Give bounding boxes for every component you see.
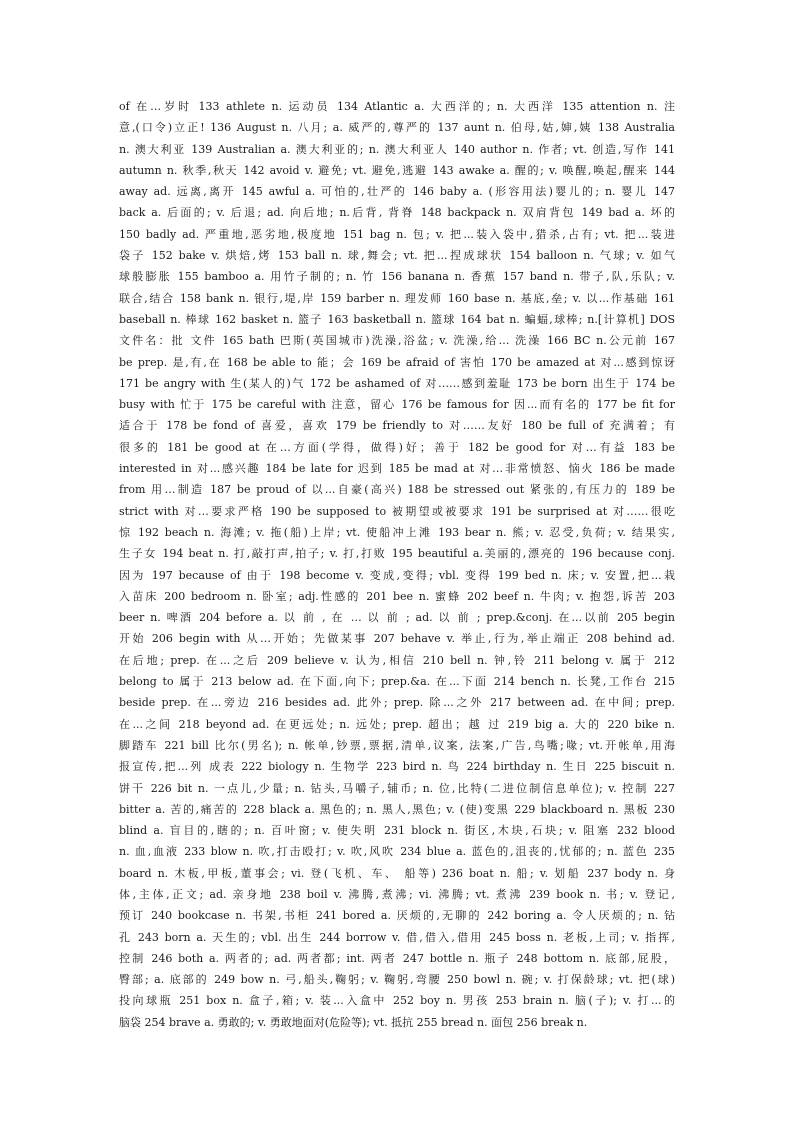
text-line: back a. 后面的; v. 后退; ad. 向后地; n.后背, 背脊 148 backpack n. 双肩背包 149 bad a. 坏的 <box>119 206 675 220</box>
text-line: 150 badly ad. 严重地,恶劣地,极度地 151 bag n. 包; v. 把...装入袋中,猎杀,占有; vt. 把...装进 <box>119 227 675 241</box>
text-line: of 在…岁时 133 athlete n. 运动员 134 Atlantic a. 大西洋的; n. 大西洋 135 attention n. 注 <box>119 100 675 113</box>
text-line: 适合于 178 be fond of 喜爱，喜欢 179 be friendly to 对……友好 180 be full of 充满着；有 <box>119 419 675 433</box>
text-line: baseball n. 棒球 162 basket n. 篮子 163 basketball n. 篮球 164 bat n. 蝙蝠,球棒; n.[计算机] DOS <box>119 312 675 326</box>
text-line: board n. 木板,甲板,董事会; vi. 登(飞机、车、 船等) 236 boat n. 船; v. 划船 237 body n. 身 <box>119 866 675 880</box>
text-line: 联合,结合 158 bank n. 银行,堤,岸 159 barber n. 理发师 160 base n. 基底,垒; v. 以...作基础 161 <box>119 291 675 305</box>
text-line: be prep. 是,有,在 168 be able to 能；会 169 be afraid of 害怕 170 be amazed at 对...感到惊讶 <box>119 355 675 369</box>
text-line: belong to 属于 213 below ad. 在下面,向下; prep.&a. 在...下面 214 bench n. 长凳,工作台 215 <box>119 675 675 689</box>
text-line: 因为 197 because of 由于 198 become v. 变成,变得; vbl. 变得 199 bed n. 床; v. 安置,把...栽 <box>119 568 675 582</box>
text-line: n. 澳大利亚 139 Australian a. 澳大利亚的; n. 澳大利亚人 140 author n. 作者; vt. 创造,写作 141 <box>119 142 675 156</box>
text-line: beer n. 啤酒 204 before a. 以 前 , 在 … 以 前 ; ad. 以 前 ; prep.&conj. 在...以前 205 begin <box>119 611 675 625</box>
text-line: 意,(口令)立正! 136 August n. 八月; a. 威严的,尊严的 137 aunt n. 伯母,姑,婶,姨 138 Australia <box>119 121 675 135</box>
text-line: 入苗床 200 bedroom n. 卧室; adj.性感的 201 bee n. 蜜蜂 202 beef n. 牛肉; v. 抱怨,诉苦 203 <box>119 589 675 603</box>
text-line: beside prep. 在...旁边 216 besides ad. 此外; prep. 除...之外 217 between ad. 在中间; prep. <box>119 696 675 710</box>
text-line: 孔 243 born a. 天生的; vbl. 出生 244 borrow v. 借,借入,借用 245 boss n. 老板,上司; v. 指挥, <box>119 930 675 944</box>
text-line: 投向球瓶 251 box n. 盒子,箱; v. 装...入盒中 252 boy n. 男孩 253 brain n. 脑(子); v. 打...的 <box>119 994 675 1008</box>
text-line: 171 be angry with 生(某人的)气 172 be ashamed of 对……感到羞耻 173 be born 出生于 174 be <box>119 376 675 390</box>
document-page <box>119 96 675 1033</box>
text-line: 球般膨胀 155 bamboo a. 用竹子制的; n. 竹 156 banana n. 香蕉 157 band n. 带子,队,乐队; v. <box>119 270 675 284</box>
text-line: 体,主体,正文; ad. 亲身地 238 boil v. 沸腾,煮沸; vi. 沸腾; vt. 煮沸 239 book n. 书; v. 登记, <box>119 887 675 901</box>
text-line: strict with 对…要求严格 190 be supposed to 被期望或被要求 191 be surprised at 对……很吃 <box>119 504 675 518</box>
text-line: interested in 对...感兴趣 184 be late for 迟到 185 be mad at 对…非常愤怒、恼火 186 be made <box>119 462 675 476</box>
text-line: from 用…制造 187 be proud of 以...自豪(高兴) 188 be stressed out 紧张的,有压力的 189 be <box>119 483 675 497</box>
text-line: 生子女 194 beat n. 打,敲打声,拍子; v. 打,打败 195 beautiful a.美丽的,漂亮的 196 because conj. <box>119 547 675 561</box>
text-line: 脚踏车 221 bill 比尔(男名); n. 帐单,钞票,票据,清单,议案, 法案,广告,鸟嘴;喙; vt.开帐单,用海 <box>119 738 675 752</box>
text-line: bitter a. 苦的,痛苦的 228 black a. 黑色的; n. 黑人,黑色; v. (使)变黑 229 blackboard n. 黑板 230 <box>119 802 675 816</box>
text-line: 预订 240 bookcase n. 书架,书柜 241 bored a. 厌烦的,无聊的 242 boring a. 令人厌烦的; n. 钻 <box>119 909 675 923</box>
text-line: 很多的 181 be good at 在…方面(学得，做得)好；善于 182 be good for 对…有益 183 be <box>119 440 675 454</box>
text-line: 袋子 152 bake v. 烘焙,烤 153 ball n. 球,舞会; vt. 把...捏成球状 154 balloon n. 气球; v. 如气 <box>119 249 675 263</box>
text-line: 文件名：批 文件 165 bath 巴斯(英国城市)洗澡,浴盆; v. 洗澡,给… 洗澡 166 BC n.公元前 167 <box>119 334 675 348</box>
text-line: n. 血,血液 233 blow n. 吹,打击殴打; v. 吹,风吹 234 blue a. 蓝色的,沮丧的,忧郁的; n. 蓝色 235 <box>119 845 675 859</box>
text-line: autumn n. 秋季,秋天 142 avoid v. 避免; vt. 避免,逃避 143 awake a. 醒的; v. 唤醒,唤起,醒来 144 <box>119 163 675 177</box>
text-line: busy with 忙于 175 be careful with 注意，留心 176 be famous for 因...而有名的 177 be fit for <box>119 398 675 412</box>
text-line: 惊 192 beach n. 海滩; v. 拖(船)上岸; vt. 使船冲上滩 193 bear n. 熊; v. 忍受,负荷; v. 结果实, <box>119 525 675 539</box>
text-line: 报宣传,把...列 成表 222 biology n. 生物学 223 bird n. 鸟 224 birthday n. 生日 225 biscuit n. <box>119 760 675 774</box>
text-line: away ad. 远离,离开 145 awful a. 可怕的,壮严的 146 baby a. (形容用法)婴儿的; n. 婴儿 147 <box>119 185 675 199</box>
text-line: 控制 246 both a. 两者的; ad. 两者都; int. 两者 247 bottle n. 瓶子 248 bottom n. 底部,屁股， <box>119 951 675 965</box>
text-line: blind a. 盲目的,瞎的; n. 百叶窗; v. 使失明 231 block n. 街区,木块,石块; v. 阻塞 232 blood <box>119 824 675 838</box>
text-line: 饼干 226 bit n. 一点儿,少量; n. 钻头,马嚼子,辅币; n. 位,比特(二进位制信息单位); v. 控制 227 <box>119 781 675 795</box>
text-line: 在...之间 218 beyond ad. 在更远处; n. 远处; prep. 超出；越 过 219 big a. 大的 220 bike n. <box>119 717 675 731</box>
text-line: 脑袋 254 brave a. 勇敢的; v. 勇敢地面对(危险等); vt. 抵抗 255 bread n. 面包 256 break n. <box>119 1015 588 1029</box>
text-line: 开始 206 begin with 从…开始；先做某事 207 behave v. 举止,行为,举止端正 208 behind ad. <box>119 632 675 646</box>
text-line: 臀部; a. 底部的 249 bow n. 弓,船头,鞠躬; v. 鞠躬,弯腰 250 bowl n. 碗; v. 打保龄球; vt. 把(球) <box>119 973 675 987</box>
text-line: 在后地; prep. 在...之后 209 believe v. 认为,相信 210 bell n. 钟,铃 211 belong v. 属于 212 <box>119 653 675 667</box>
